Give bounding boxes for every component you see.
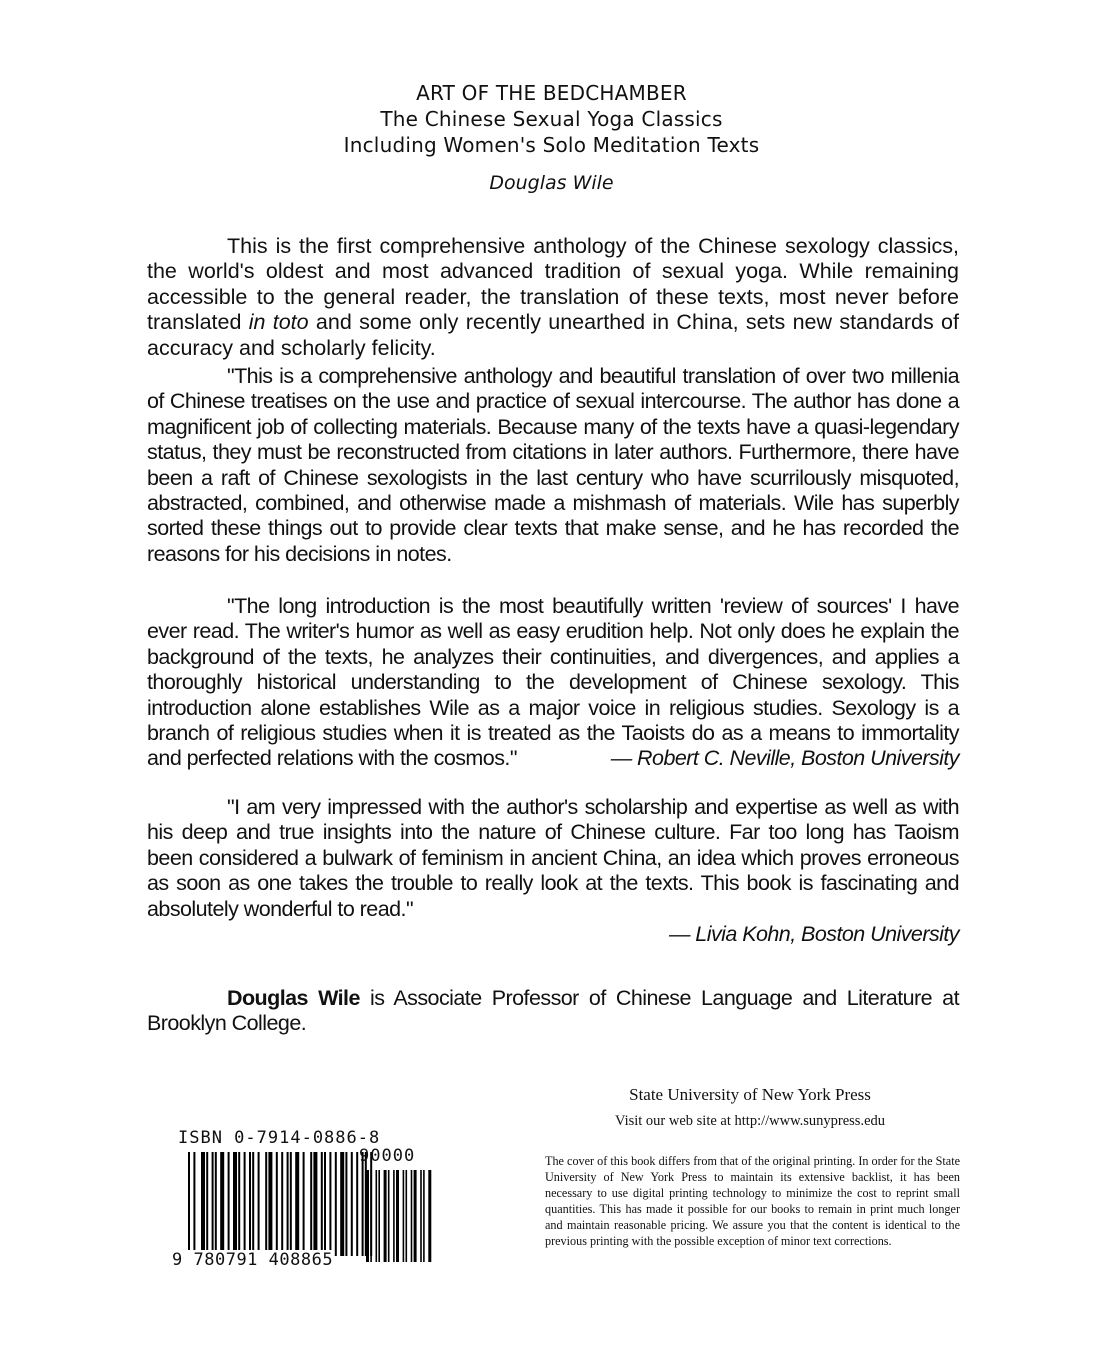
- barcode-bar: [362, 1152, 364, 1256]
- barcode-bar: [215, 1152, 217, 1256]
- barcode-bar: [201, 1152, 205, 1256]
- barcode-bar: [252, 1152, 254, 1256]
- barcode-bar: [220, 1152, 224, 1256]
- barcode-bar: [388, 1170, 390, 1262]
- review-quote-3-attribution: — Livia Kohn, Boston University: [668, 922, 959, 947]
- barcode-bar: [303, 1152, 305, 1256]
- publisher-website: Visit our web site at http://www.sunypress.edu: [614, 1113, 886, 1129]
- barcode-bar: [370, 1170, 372, 1262]
- ean-lead-digit: 9: [172, 1250, 183, 1270]
- barcode-bar: [249, 1152, 251, 1256]
- title-block: [0, 80, 1103, 194]
- barcode-bar: [411, 1170, 413, 1262]
- barcode-bar: [212, 1152, 214, 1256]
- review-quote-2-attribution: — Robert C. Neville, Boston University: [610, 746, 959, 771]
- review-quote-3-text: "I am very impressed with the author's scholarship and expertise as well as with his deep and true insights into the nature of Chinese culture. Far too long has Taoism been considered a bulwark of feminism in ancient China, an idea which proves erroneous as soon as one takes the trouble to really look at the texts. This book is fascinating and absolutely wonderful to read.": [147, 795, 959, 921]
- barcode-bar: [384, 1170, 387, 1262]
- barcode-bar: [206, 1152, 208, 1256]
- barcode-bar: [414, 1170, 417, 1262]
- barcode-bar: [265, 1152, 267, 1256]
- ean-right-digits: 408865: [268, 1250, 334, 1270]
- barcode-bar: [420, 1170, 422, 1262]
- publisher-block: [540, 1084, 960, 1132]
- intro-emphasis: in toto: [248, 310, 309, 335]
- barcode-bar: [406, 1170, 408, 1262]
- author-bio: [147, 986, 959, 1037]
- barcode-bar: [244, 1152, 246, 1256]
- intro-text-1: This is the first comprehensive anthology of the Chinese sexology classics, the world's oldest and most advanced tradition of sexual yoga. While remaining accessible to the general reader, the translation of these texts, most never before translated: [147, 234, 959, 335]
- barcode-bar: [238, 1152, 240, 1256]
- price-addon: 90000: [359, 1146, 416, 1166]
- barcode-bar: [403, 1170, 405, 1262]
- barcode-bar: [321, 1152, 323, 1256]
- barcode-bar: [423, 1170, 425, 1262]
- barcode-bar: [366, 1170, 369, 1262]
- barcode-bar: [356, 1152, 358, 1256]
- review-quote-2: [147, 594, 959, 772]
- barcode-bar: [324, 1152, 326, 1256]
- isbn-barcode: [172, 1124, 432, 1284]
- barcode-bar: [310, 1152, 312, 1256]
- barcode-bar: [393, 1170, 395, 1262]
- barcode-bar: [329, 1152, 331, 1256]
- intro-text-2: and some only recently unearthed in China, sets new standards of accuracy and scholarly felicity.: [147, 310, 959, 360]
- barcode-bar: [228, 1152, 230, 1256]
- barcode-bar: [345, 1152, 347, 1256]
- author-bio-name: Douglas Wile: [227, 986, 360, 1010]
- reprint-notice: The cover of this book differs from that of the original printing. In order for the State University of New York Press to maintain its extensive backlist, it has been necessary to use digital printing technology to minimize the cost to reprint small quantities. This has made it possible for our books to remain in print much longer and maintain reasonable pricing. We assure you that the content is identical to the previous printing with the possible exception of minor text corrections.: [545, 1154, 960, 1248]
- barcode-bar: [268, 1152, 272, 1256]
- review-quote-3: [147, 795, 959, 947]
- review-quote-1-text: "This is a comprehensive anthology and beautiful translation of over two millenia of Chinese treatises on the use and practice of sexual intercourse. The author has done a magnificent job of collecting materials. Because many of the texts have a quasi-legendary status, they must be reconstructed from citations in later authors. Furthermore, there have been a raft of Chinese sexologists in the last century who have scurrilously misquoted, abstracted, combined, and otherwise made a mishmash of materials. Wile has superbly sorted these things out to provide clear texts that make sense, and he has recorded the reasons for his decisions in notes.: [147, 364, 959, 566]
- review-quote-1: [147, 364, 959, 567]
- book-author: Douglas Wile: [489, 172, 614, 194]
- review-quote-2-text: "The long introduction is the most beautifully written 'review of sources' I have ever read. The writer's humor as well as easy erudition help. Not only does he explain the background of the texts, he analyzes their continuities, and divergences, and applies a thoroughly historical understanding to the development of Chinese sexology. This introduction alone establishes Wile as a major voice in religious studies. Sexology is a branch of religious studies when it is treated as the Taoists do as a means to immortality and perfected relations with the cosmos.": [147, 594, 959, 771]
- barcode-bar: [281, 1152, 283, 1256]
- book-title: ART OF THE BEDCHAMBER: [416, 81, 687, 105]
- intro-paragraph: [147, 234, 959, 361]
- ean-digits: [172, 1250, 333, 1270]
- barcode-bar: [396, 1170, 399, 1262]
- barcode-bar: [290, 1152, 292, 1256]
- barcode-bar: [276, 1152, 278, 1256]
- barcode-bar: [313, 1152, 317, 1256]
- barcode-bar: [287, 1152, 289, 1256]
- book-subtitle-2: Including Women's Solo Meditation Texts: [343, 133, 760, 157]
- isbn-number: ISBN 0-7914-0886-8: [178, 1128, 381, 1148]
- book-subtitle: The Chinese Sexual Yoga Classics: [380, 107, 723, 131]
- barcode-bar: [340, 1152, 344, 1256]
- author-bio-text: is Associate Professor of Chinese Language and Literature at Brooklyn College.: [147, 986, 959, 1036]
- barcode-bar: [376, 1170, 378, 1262]
- barcode-bar: [351, 1152, 353, 1256]
- barcode-bar: [258, 1152, 260, 1256]
- ean-left-digits: 780791: [193, 1250, 258, 1270]
- barcode-bar: [295, 1152, 299, 1256]
- barcode-bar: [233, 1152, 237, 1256]
- barcode-bar: [335, 1152, 337, 1256]
- barcode-bar: [378, 1170, 380, 1262]
- barcode-bar: [428, 1170, 431, 1262]
- publisher-name: State University of New York Press: [629, 1085, 871, 1104]
